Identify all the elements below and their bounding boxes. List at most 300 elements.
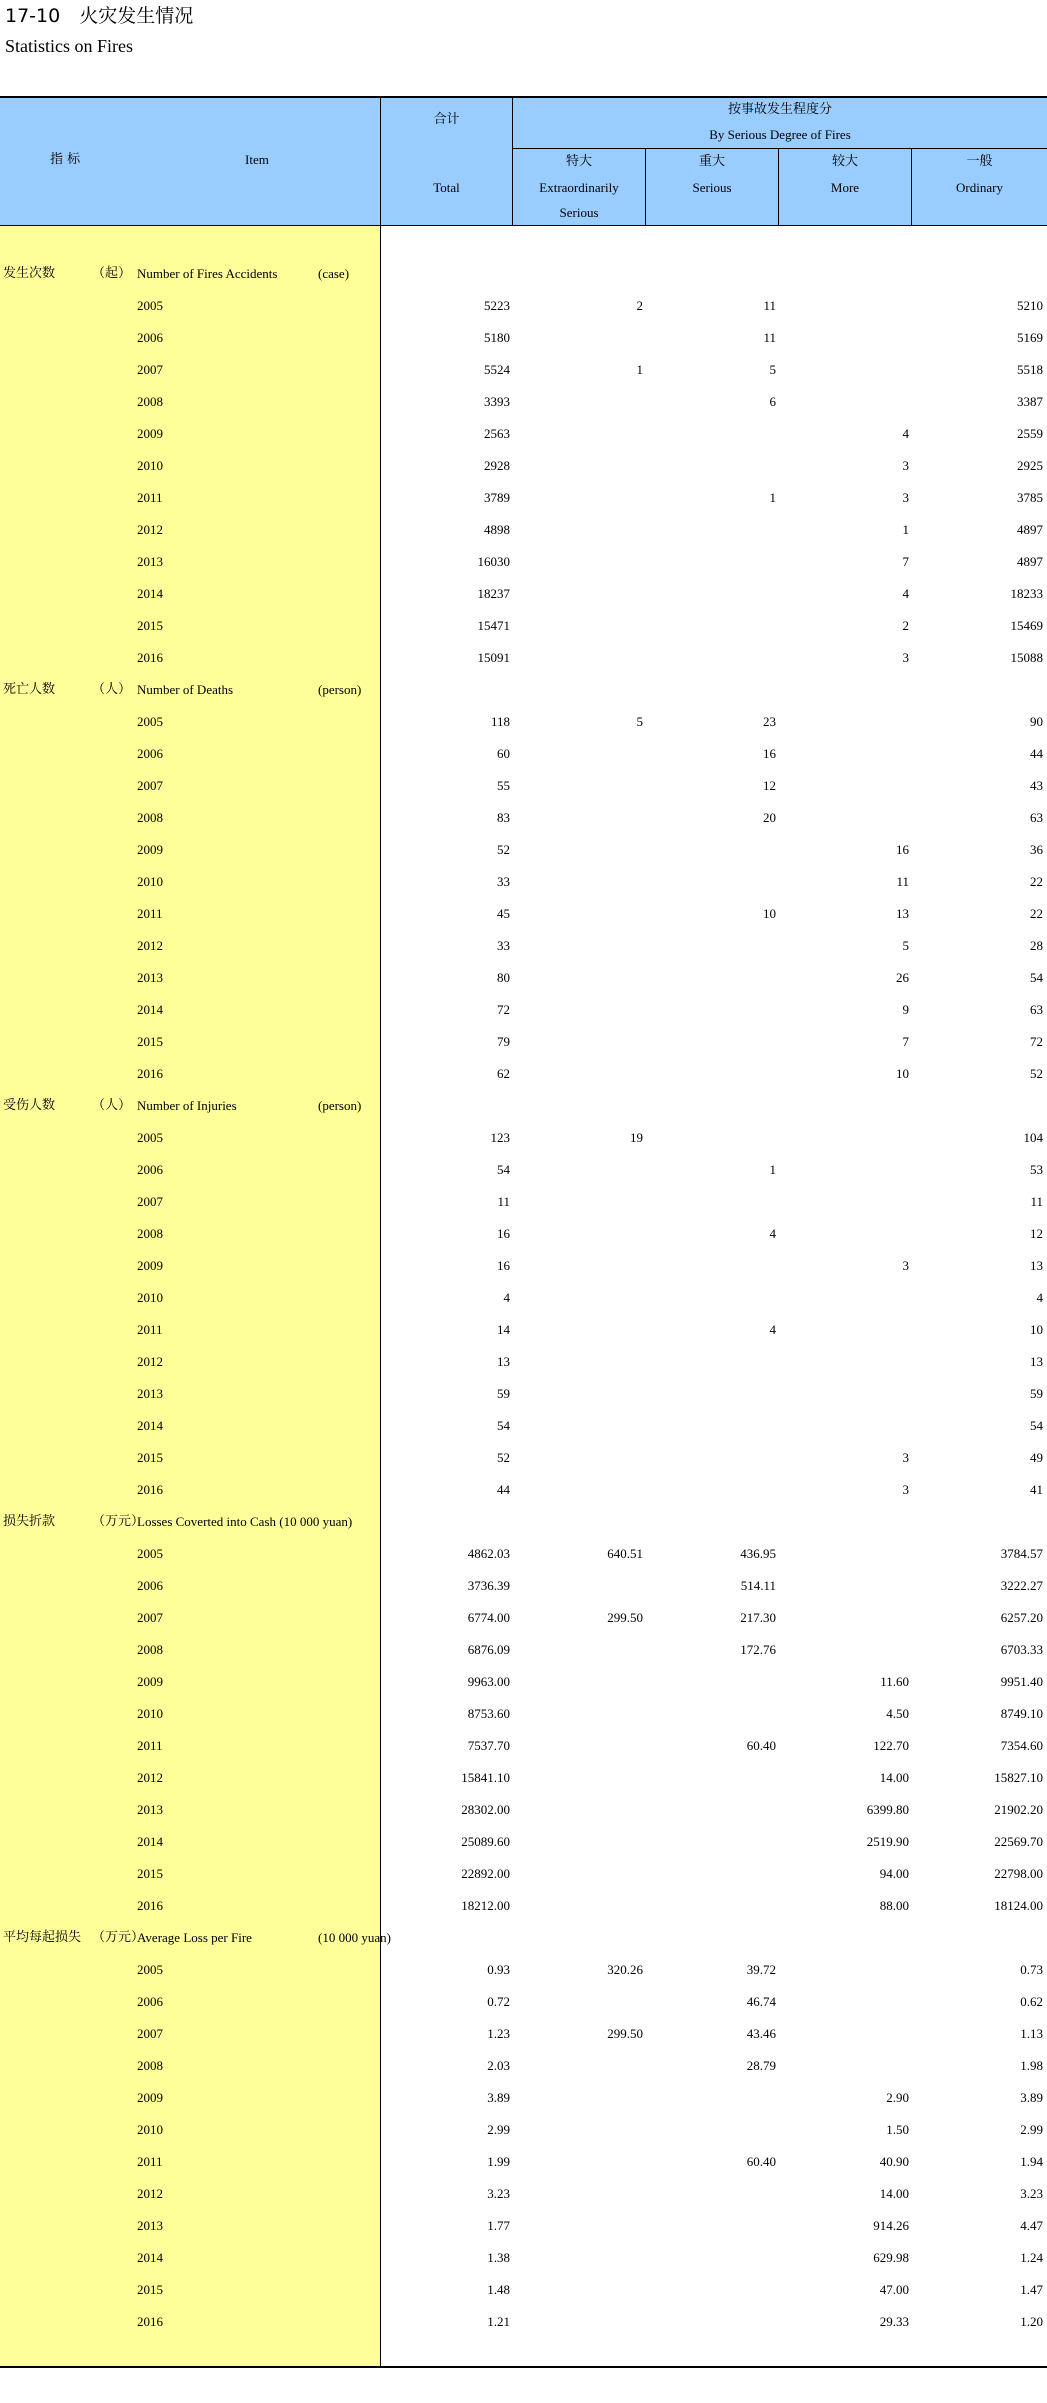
total-cell: 8753.60 — [467, 1706, 510, 1721]
ext-cell: 2 — [636, 298, 643, 313]
total-cell: 1.38 — [487, 2250, 510, 2265]
section-label-cn: 发生次数 — [3, 266, 56, 281]
section-unit-en: (10 000 yuan) — [318, 1930, 391, 1945]
year-cell: 2015 — [137, 1450, 163, 1465]
section-header-row — [0, 674, 1047, 706]
total-cell: 9963.00 — [467, 1674, 510, 1689]
ser-cell: 60.40 — [746, 1738, 776, 1753]
ext-cell: 299.50 — [607, 1610, 643, 1625]
year-cell: 2006 — [137, 330, 163, 345]
year-cell: 2015 — [137, 2282, 163, 2297]
year-cell: 2012 — [137, 938, 163, 953]
year-cell: 2013 — [137, 1802, 163, 1817]
ord-cell: 36 — [1030, 842, 1043, 857]
total-cell: 33 — [497, 874, 510, 889]
table-row — [0, 1346, 1047, 1378]
year-cell: 2014 — [137, 2250, 163, 2265]
year-cell: 2009 — [137, 426, 163, 441]
ser-cell: 16 — [763, 746, 776, 761]
ord-cell: 3785 — [1017, 490, 1043, 505]
more-cell: 4 — [902, 586, 909, 601]
total-cell: 123 — [490, 1130, 510, 1145]
ord-cell: 15469 — [1010, 618, 1043, 633]
year-cell: 2015 — [137, 618, 163, 633]
total-cell: 28302.00 — [461, 1802, 510, 1817]
table-row — [0, 706, 1047, 738]
year-cell: 2005 — [137, 1130, 163, 1145]
table-row — [0, 2082, 1047, 2114]
total-cell: 15091 — [477, 650, 510, 665]
ord-cell: 54 — [1030, 970, 1043, 985]
ord-cell: 52 — [1030, 1066, 1043, 1081]
ser-cell: 217.30 — [740, 1610, 776, 1625]
section-header-row — [0, 258, 1047, 290]
ext-cell: 19 — [630, 1130, 643, 1145]
ser-cell: 436.95 — [740, 1546, 776, 1561]
header-more-cn: 较大 — [831, 154, 858, 169]
table-row — [0, 1570, 1047, 1602]
table-row — [0, 1442, 1047, 1474]
total-cell: 0.72 — [487, 1994, 510, 2009]
year-cell: 2013 — [137, 1386, 163, 1401]
ord-cell: 12 — [1030, 1226, 1043, 1241]
year-cell: 2016 — [137, 1482, 163, 1497]
more-cell: 122.70 — [873, 1738, 909, 1753]
total-cell: 44 — [497, 1482, 510, 1497]
ord-cell: 54 — [1030, 1418, 1043, 1433]
more-cell: 1.50 — [886, 2122, 909, 2137]
total-cell: 6876.09 — [467, 1642, 510, 1657]
year-cell: 2005 — [137, 1962, 163, 1977]
table-row — [0, 1730, 1047, 1762]
table-row — [0, 1634, 1047, 1666]
total-cell: 1.21 — [487, 2314, 510, 2329]
year-cell: 2010 — [137, 2122, 163, 2137]
table-row — [0, 1410, 1047, 1442]
ser-cell: 46.74 — [746, 1994, 776, 2009]
year-cell: 2014 — [137, 586, 163, 601]
total-cell: 14 — [497, 1322, 510, 1337]
total-cell: 52 — [497, 842, 510, 857]
year-cell: 2006 — [137, 1994, 163, 2009]
ser-cell: 28.79 — [746, 2058, 776, 2073]
section-label-en: Number of Fires Accidents — [137, 266, 278, 281]
ord-cell: 2.99 — [1020, 2122, 1043, 2137]
year-cell: 2011 — [137, 2154, 163, 2169]
ord-cell: 6703.33 — [1000, 1642, 1043, 1657]
header-ord-en: Ordinary — [956, 180, 1003, 195]
table-row — [0, 2146, 1047, 2178]
table-row — [0, 1890, 1047, 1922]
ext-cell: 320.26 — [607, 1962, 643, 1977]
year-cell: 2006 — [137, 1578, 163, 1593]
ord-cell: 3784.57 — [1000, 1546, 1043, 1561]
total-cell: 118 — [490, 714, 510, 729]
ord-cell: 15827.10 — [994, 1770, 1043, 1785]
ord-cell: 8749.10 — [1000, 1706, 1043, 1721]
total-cell: 54 — [497, 1162, 510, 1177]
section-header-row — [0, 1506, 1047, 1538]
ser-cell: 20 — [763, 810, 776, 825]
ord-cell: 21902.20 — [994, 1802, 1043, 1817]
table-row — [0, 1186, 1047, 1218]
table-row — [0, 738, 1047, 770]
year-cell: 2007 — [137, 778, 163, 793]
total-cell: 79 — [497, 1034, 510, 1049]
section-label-en: Average Loss per Fire — [137, 1930, 252, 1945]
total-cell: 3.89 — [487, 2090, 510, 2105]
total-cell: 5180 — [484, 330, 510, 345]
total-cell: 52 — [497, 1450, 510, 1465]
more-cell: 40.90 — [879, 2154, 909, 2169]
ord-cell: 18233 — [1010, 586, 1043, 601]
header-ext-en1: Extraordinarily — [539, 180, 619, 195]
ser-cell: 39.72 — [746, 1962, 776, 1977]
year-cell: 2015 — [137, 1866, 163, 1881]
year-cell: 2014 — [137, 1418, 163, 1433]
ord-cell: 22798.00 — [994, 1866, 1043, 1881]
table-title-en: Statistics on Fires — [5, 36, 134, 56]
table-row — [0, 962, 1047, 994]
year-cell: 2016 — [137, 650, 163, 665]
table-row — [0, 1698, 1047, 1730]
total-cell: 55 — [497, 778, 510, 793]
more-cell: 3 — [902, 1482, 909, 1497]
total-cell: 13 — [497, 1354, 510, 1369]
ord-cell: 43 — [1030, 778, 1043, 793]
year-cell: 2008 — [137, 1642, 163, 1657]
ser-cell: 43.46 — [746, 2026, 776, 2041]
ord-cell: 5210 — [1017, 298, 1043, 313]
header-group-cn: 按事故发生程度分 — [727, 102, 832, 117]
more-cell: 2519.90 — [866, 1834, 909, 1849]
year-cell: 2012 — [137, 2186, 163, 2201]
year-cell: 2011 — [137, 906, 163, 921]
table-row — [0, 2274, 1047, 2306]
section-label-cn: 受伤人数 — [3, 1098, 56, 1113]
ord-cell: 13 — [1030, 1354, 1043, 1369]
table-row — [0, 1314, 1047, 1346]
total-cell: 2.99 — [487, 2122, 510, 2137]
section-unit-en: (person) — [318, 682, 362, 697]
table-row — [0, 1858, 1047, 1890]
table-row — [0, 2242, 1047, 2274]
ord-cell: 41 — [1030, 1482, 1043, 1497]
year-cell: 2012 — [137, 1770, 163, 1785]
section-label-cn: 损失折款 — [3, 1514, 56, 1529]
total-cell: 3393 — [484, 394, 510, 409]
more-cell: 26 — [896, 970, 909, 985]
table-row — [0, 1026, 1047, 1058]
more-cell: 16 — [896, 842, 909, 857]
ord-cell: 4897 — [1017, 522, 1043, 537]
table-row — [0, 386, 1047, 418]
ord-cell: 11 — [1030, 1194, 1043, 1209]
year-cell: 2015 — [137, 1034, 163, 1049]
ord-cell: 1.47 — [1020, 2282, 1043, 2297]
ser-cell: 10 — [763, 906, 776, 921]
ord-cell: 5169 — [1017, 330, 1043, 345]
table-row — [0, 1762, 1047, 1794]
header-ord-cn: 一般 — [966, 154, 993, 169]
table-row — [0, 1218, 1047, 1250]
ord-cell: 1.94 — [1020, 2154, 1043, 2169]
ord-cell: 3222.27 — [1000, 1578, 1043, 1593]
ord-cell: 22 — [1030, 874, 1043, 889]
year-cell: 2008 — [137, 2058, 163, 2073]
section-unit-cn: （人） — [92, 1098, 132, 1113]
ser-cell: 23 — [763, 714, 776, 729]
more-cell: 5 — [902, 938, 909, 953]
section-label-en: Number of Deaths — [137, 682, 234, 697]
ord-cell: 4.47 — [1020, 2218, 1043, 2233]
more-cell: 3 — [902, 650, 909, 665]
table-row — [0, 2018, 1047, 2050]
ord-cell: 63 — [1030, 1002, 1043, 1017]
table-row — [0, 1474, 1047, 1506]
year-cell: 2007 — [137, 1610, 163, 1625]
total-cell: 2.03 — [487, 2058, 510, 2073]
ord-cell: 3387 — [1017, 394, 1043, 409]
total-cell: 1.77 — [487, 2218, 510, 2233]
ord-cell: 2559 — [1017, 426, 1043, 441]
year-cell: 2008 — [137, 1226, 163, 1241]
statistics-table — [0, 96, 1047, 2379]
total-cell: 11 — [497, 1194, 510, 1209]
total-cell: 0.93 — [487, 1962, 510, 1977]
more-cell: 94.00 — [879, 1866, 909, 1881]
table-row — [0, 1666, 1047, 1698]
total-cell: 16 — [497, 1258, 510, 1273]
table-row — [0, 1250, 1047, 1282]
ord-cell: 0.73 — [1020, 1962, 1043, 1977]
total-cell: 1.48 — [487, 2282, 510, 2297]
more-cell: 11 — [896, 874, 909, 889]
ser-cell: 60.40 — [746, 2154, 776, 2169]
year-cell: 2010 — [137, 458, 163, 473]
table-row — [0, 2050, 1047, 2082]
table-row — [0, 514, 1047, 546]
total-cell: 3789 — [484, 490, 510, 505]
total-cell: 72 — [497, 1002, 510, 1017]
more-cell: 4 — [902, 426, 909, 441]
total-cell: 18237 — [477, 586, 510, 601]
ord-cell: 28 — [1030, 938, 1043, 953]
table-row — [0, 1602, 1047, 1634]
table-row — [0, 1538, 1047, 1570]
ext-cell: 5 — [636, 714, 643, 729]
more-cell: 1 — [902, 522, 909, 537]
table-row — [0, 1282, 1047, 1314]
ord-cell: 5518 — [1017, 362, 1043, 377]
ord-cell: 104 — [1023, 1130, 1043, 1145]
year-cell: 2010 — [137, 874, 163, 889]
total-cell: 1.99 — [487, 2154, 510, 2169]
total-cell: 15841.10 — [461, 1770, 510, 1785]
table-row — [0, 802, 1047, 834]
year-cell: 2005 — [137, 714, 163, 729]
total-cell: 54 — [497, 1418, 510, 1433]
more-cell: 4.50 — [886, 1706, 909, 1721]
ord-cell: 59 — [1030, 1386, 1043, 1401]
total-cell: 62 — [497, 1066, 510, 1081]
year-cell: 2009 — [137, 1674, 163, 1689]
ord-cell: 1.20 — [1020, 2314, 1043, 2329]
table-row — [0, 578, 1047, 610]
more-cell: 7 — [902, 554, 909, 569]
total-cell: 16 — [497, 1226, 510, 1241]
more-cell: 3 — [902, 1258, 909, 1273]
ser-cell: 4 — [769, 1322, 776, 1337]
ord-cell: 53 — [1030, 1162, 1043, 1177]
more-cell: 629.98 — [873, 2250, 909, 2265]
table-number-title: 17-10 火灾发生情况 — [5, 5, 194, 27]
more-cell: 3 — [902, 458, 909, 473]
year-cell: 2008 — [137, 394, 163, 409]
ser-cell: 11 — [763, 330, 776, 345]
more-cell: 29.33 — [879, 2314, 909, 2329]
table-row — [0, 450, 1047, 482]
total-cell: 83 — [497, 810, 510, 825]
total-cell: 4862.03 — [467, 1546, 510, 1561]
ser-cell: 12 — [763, 778, 776, 793]
ord-cell: 72 — [1030, 1034, 1043, 1049]
ord-cell: 2925 — [1017, 458, 1043, 473]
header-ext-en2: Serious — [559, 205, 599, 220]
ord-cell: 3.89 — [1020, 2090, 1043, 2105]
ord-cell: 1.24 — [1020, 2250, 1043, 2265]
total-cell: 33 — [497, 938, 510, 953]
ord-cell: 10 — [1030, 1322, 1043, 1337]
header-group-en: By Serious Degree of Fires — [709, 127, 851, 142]
table-row — [0, 1954, 1047, 1986]
year-cell: 2009 — [137, 842, 163, 857]
more-cell: 2 — [902, 618, 909, 633]
ext-cell: 299.50 — [607, 2026, 643, 2041]
year-cell: 2010 — [137, 1706, 163, 1721]
more-cell: 3 — [902, 1450, 909, 1465]
table-row — [0, 290, 1047, 322]
ord-cell: 1.13 — [1020, 2026, 1043, 2041]
year-cell: 2006 — [137, 1162, 163, 1177]
ord-cell: 15088 — [1010, 650, 1043, 665]
ext-cell: 1 — [636, 362, 643, 377]
year-cell: 2007 — [137, 1194, 163, 1209]
year-cell: 2014 — [137, 1834, 163, 1849]
year-cell: 2016 — [137, 2314, 163, 2329]
table-row — [0, 642, 1047, 674]
more-cell: 14.00 — [879, 1770, 909, 1785]
more-cell: 7 — [902, 1034, 909, 1049]
total-cell: 2563 — [484, 426, 510, 441]
table-row — [0, 898, 1047, 930]
more-cell: 14.00 — [879, 2186, 909, 2201]
year-cell: 2007 — [137, 2026, 163, 2041]
table-row — [0, 834, 1047, 866]
table-row — [0, 354, 1047, 386]
ord-cell: 9951.40 — [1000, 1674, 1043, 1689]
total-cell: 3736.39 — [467, 1578, 510, 1593]
total-cell: 25089.60 — [461, 1834, 510, 1849]
total-cell: 3.23 — [487, 2186, 510, 2201]
header-more-en: More — [830, 180, 860, 195]
group-rule — [513, 148, 1047, 149]
total-cell: 60 — [497, 746, 510, 761]
table-row — [0, 1378, 1047, 1410]
total-cell: 80 — [497, 970, 510, 985]
table-row — [0, 1058, 1047, 1090]
year-cell: 2010 — [137, 1290, 163, 1305]
table-row — [0, 2114, 1047, 2146]
year-cell: 2012 — [137, 522, 163, 537]
table-row — [0, 1826, 1047, 1858]
year-cell: 2009 — [137, 2090, 163, 2105]
ser-cell: 1 — [769, 1162, 776, 1177]
year-cell: 2011 — [137, 490, 163, 505]
section-unit-cn: （起） — [92, 266, 132, 281]
section-unit-cn: （人） — [92, 682, 132, 697]
more-cell: 10 — [896, 1066, 909, 1081]
header-ser-cn: 重大 — [698, 154, 725, 169]
ord-cell: 90 — [1030, 714, 1043, 729]
ord-cell: 44 — [1030, 746, 1043, 761]
ord-cell: 4897 — [1017, 554, 1043, 569]
ord-cell: 22 — [1030, 906, 1043, 921]
ord-cell: 7354.60 — [1000, 1738, 1043, 1753]
year-cell: 2016 — [137, 1898, 163, 1913]
total-cell: 18212.00 — [461, 1898, 510, 1913]
ser-cell: 514.11 — [740, 1578, 776, 1593]
table-row — [0, 546, 1047, 578]
total-cell: 2928 — [484, 458, 510, 473]
ord-cell: 1.98 — [1020, 2058, 1043, 2073]
total-cell: 5524 — [484, 362, 510, 377]
more-cell: 6399.80 — [866, 1802, 909, 1817]
section-label-cn: 死亡人数 — [3, 682, 56, 697]
table-row — [0, 1794, 1047, 1826]
year-cell: 2012 — [137, 1354, 163, 1369]
section-unit-en: (case) — [318, 266, 350, 281]
year-cell: 2009 — [137, 1258, 163, 1273]
table-row — [0, 2306, 1047, 2338]
header-total-cn: 合计 — [433, 112, 460, 127]
year-cell: 2007 — [137, 362, 163, 377]
total-cell: 4 — [503, 1290, 510, 1305]
total-cell: 4898 — [484, 522, 510, 537]
table-row — [0, 2178, 1047, 2210]
header-ext-cn: 特大 — [565, 154, 592, 169]
more-cell: 47.00 — [879, 2282, 909, 2297]
more-cell: 914.26 — [873, 2218, 909, 2233]
ord-cell: 3.23 — [1020, 2186, 1043, 2201]
year-cell: 2013 — [137, 970, 163, 985]
year-cell: 2008 — [137, 810, 163, 825]
table-row — [0, 930, 1047, 962]
ord-cell: 18124.00 — [994, 1898, 1043, 1913]
ord-cell: 6257.20 — [1000, 1610, 1043, 1625]
ser-cell: 5 — [769, 362, 776, 377]
total-cell: 45 — [497, 906, 510, 921]
ord-cell: 63 — [1030, 810, 1043, 825]
year-cell: 2013 — [137, 2218, 163, 2233]
section-unit-cn: （万元） — [92, 1930, 145, 1945]
section-label-cn: 平均每起损失 — [3, 1930, 82, 1945]
table-row — [0, 610, 1047, 642]
ser-cell: 11 — [763, 298, 776, 313]
year-cell: 2011 — [137, 1738, 163, 1753]
table-row — [0, 2210, 1047, 2242]
ser-cell: 6 — [769, 394, 776, 409]
